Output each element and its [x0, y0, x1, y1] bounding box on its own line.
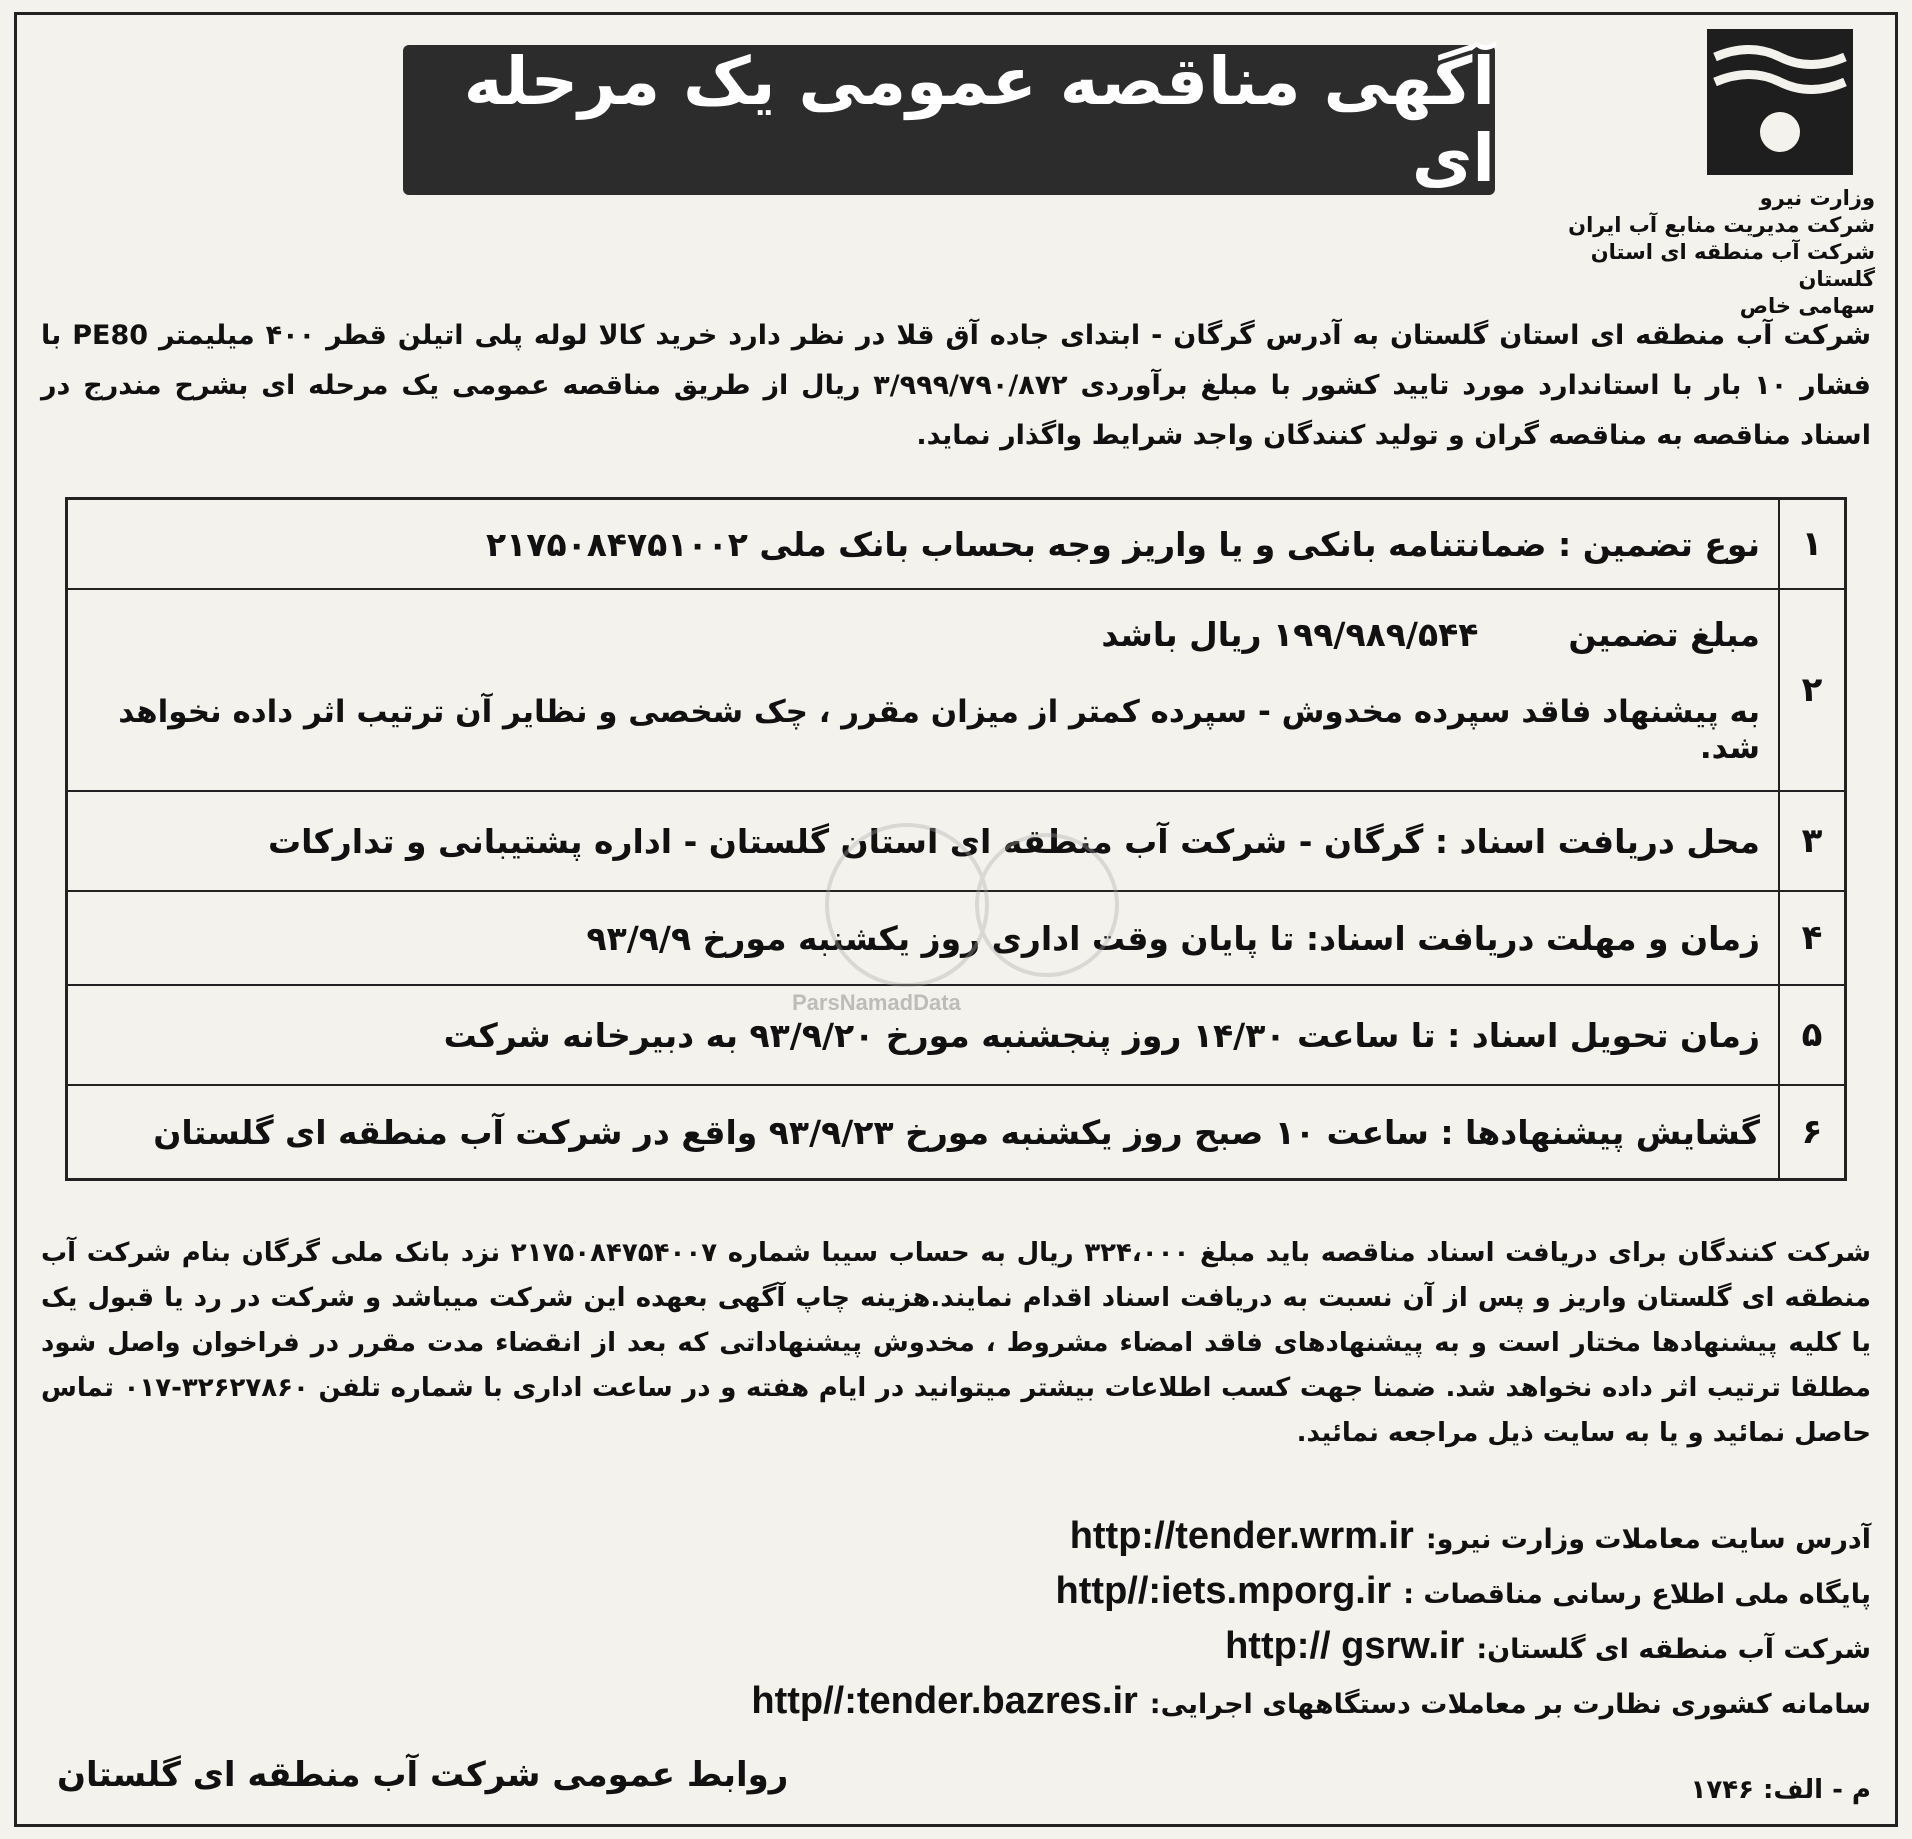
link-row [41, 1570, 1871, 1625]
signature: روابط عمومی شرکت آب منطقه ای گلستان [57, 1755, 789, 1795]
page-title: آگهی مناقصه عمومی یک مرحله ای [463, 43, 1495, 197]
row-text: محل دریافت اسناد : گرگان - شرکت آب منطقه ای استان گلستان - اداره پشتیبانی و تدارکات [268, 821, 1760, 861]
link-url[interactable]: http:// gsrw.ir [1225, 1625, 1465, 1667]
row-number: ۲ [1778, 590, 1844, 790]
ministry-logo-icon [1705, 27, 1855, 177]
items-table [65, 497, 1847, 1181]
org-line: وزارت نیرو [1759, 186, 1875, 210]
guarantee-line [86, 615, 1760, 654]
org-line: شرکت آب منطقه ای استان گلستان [1590, 240, 1875, 291]
org-line: شرکت مدیریت منابع آب ایران [1568, 213, 1875, 237]
table-row [68, 500, 1844, 590]
links-list [41, 1515, 1871, 1735]
footer-paragraph: شرکت کنندگان برای دریافت اسناد مناقصه باید مبلغ ۳۲۴،۰۰۰ ریال به حساب سیبا شماره ۲۱۷۵۰۸۴۷۵۴۰۰۷ نزد بانک ملی گرگان بنام شرکت آب منطقه ای گلستان واریز و پس از آن نسبت به دریافت اسناد اقدام نمایند.هزینه چاپ آگهی بعهده این شرکت میباشد و شرکت در رد یا قبول یک یا کلیه پیشنهادها مختار است و به پیشنهادهای فاقد امضاء مشروط ، مخدوش پیشنهاداتی که بعد از انقضاء مدت مقرر در فراخوان واصل شود مطلقا ترتیب اثر داده نخواهد شد. ضمنا جهت کسب اطلاعات بیشتر میتوانید در ایام هفته و در ساعت اداری با شماره تلفن ۳۲۶۲۷۸۶۰-۰۱۷ تماس حاصل نمائید و یا به سایت ذیل مراجعه نمائید. [41, 1238, 1871, 1448]
watermark-text: ParsNamadData [792, 990, 961, 1015]
header [17, 15, 1895, 318]
link-row [41, 1680, 1871, 1735]
link-label: سامانه کشوری نظارت بر معاملات دستگاههای اجرایی: [1149, 1689, 1871, 1720]
link-url[interactable]: http//:iets.mporg.ir [1055, 1570, 1392, 1612]
table-row [68, 590, 1844, 792]
row-number: ۱ [1778, 500, 1844, 588]
row-text: زمان و مهلت دریافت اسناد: تا پایان وقت اداری روز یکشنبه مورخ ۹۳/۹/۹ [586, 918, 1760, 958]
table-row [68, 792, 1844, 892]
link-label: پایگاه ملی اطلاع رسانی مناقصات : [1403, 1579, 1871, 1610]
guarantee-label: مبلغ تضمین [1568, 614, 1760, 654]
row-number: ۳ [1778, 792, 1844, 890]
table-row [68, 1086, 1844, 1178]
link-label: آدرس سایت معاملات وزارت نیرو: [1425, 1524, 1871, 1555]
guarantee-note: به پیشنهاد فاقد سپرده مخدوش - سپرده کمتر از میزان مقرر ، چک شخصی و نظایر آن ترتیب اثر داده نخواهد شد. [118, 693, 1760, 766]
row-number: ۴ [1778, 892, 1844, 984]
row-number: ۶ [1778, 1086, 1844, 1178]
table-row [68, 892, 1844, 986]
title-banner [403, 45, 1495, 195]
reference-number: م - الف: ۱۷۴۶ [1690, 1775, 1871, 1805]
link-row [41, 1515, 1871, 1570]
row-number: ۵ [1778, 986, 1844, 1084]
row-text: زمان تحویل اسناد : تا ساعت ۱۴/۳۰ روز پنجشنبه مورخ ۹۳/۹/۲۰ به دبیرخانه شرکت [443, 1015, 1760, 1055]
row-text: گشایش پیشنهادها : ساعت ۱۰ صبح روز یکشنبه مورخ ۹۳/۹/۲۳ واقع در شرکت آب منطقه ای گلستان [153, 1112, 1760, 1152]
guarantee-amount: ۱۹۹/۹۸۹/۵۴۴ ریال باشد [1101, 614, 1479, 654]
link-url[interactable]: http//:tender.bazres.ir [751, 1680, 1138, 1722]
row-cell [68, 590, 1778, 790]
notice-page [14, 12, 1898, 1827]
link-row [41, 1625, 1871, 1680]
link-url[interactable]: http://tender.wrm.ir [1069, 1515, 1414, 1557]
intro-paragraph: شرکت آب منطقه ای استان گلستان به آدرس گرگان - ابتدای جاده آق قلا در نظر دارد خرید کالا لوله پلی اتیلن قطر ۴۰۰ میلیمتر PE80 با فشار ۱۰ بار با استاندارد مورد تایید کشور با مبلغ برآوردی ۳/۹۹۹/۷۹۰/۸۷۲ ریال از طریق مناقصه عمومی یک مرحله ای بشرح مندرج در اسناد مناقصه به مناقصه گران و تولید کنندگان واجد شرایط واگذار نماید. [41, 320, 1872, 451]
link-label: شرکت آب منطقه ای گلستان: [1476, 1634, 1871, 1665]
org-line: سهامی خاص [1739, 294, 1875, 318]
row-text: نوع تضمین : ضمانتنامه بانکی و یا واریز وجه بحساب بانک ملی ۲۱۷۵۰۸۴۷۵۱۰۰۲ [486, 524, 1760, 564]
org-lines [1555, 185, 1875, 320]
